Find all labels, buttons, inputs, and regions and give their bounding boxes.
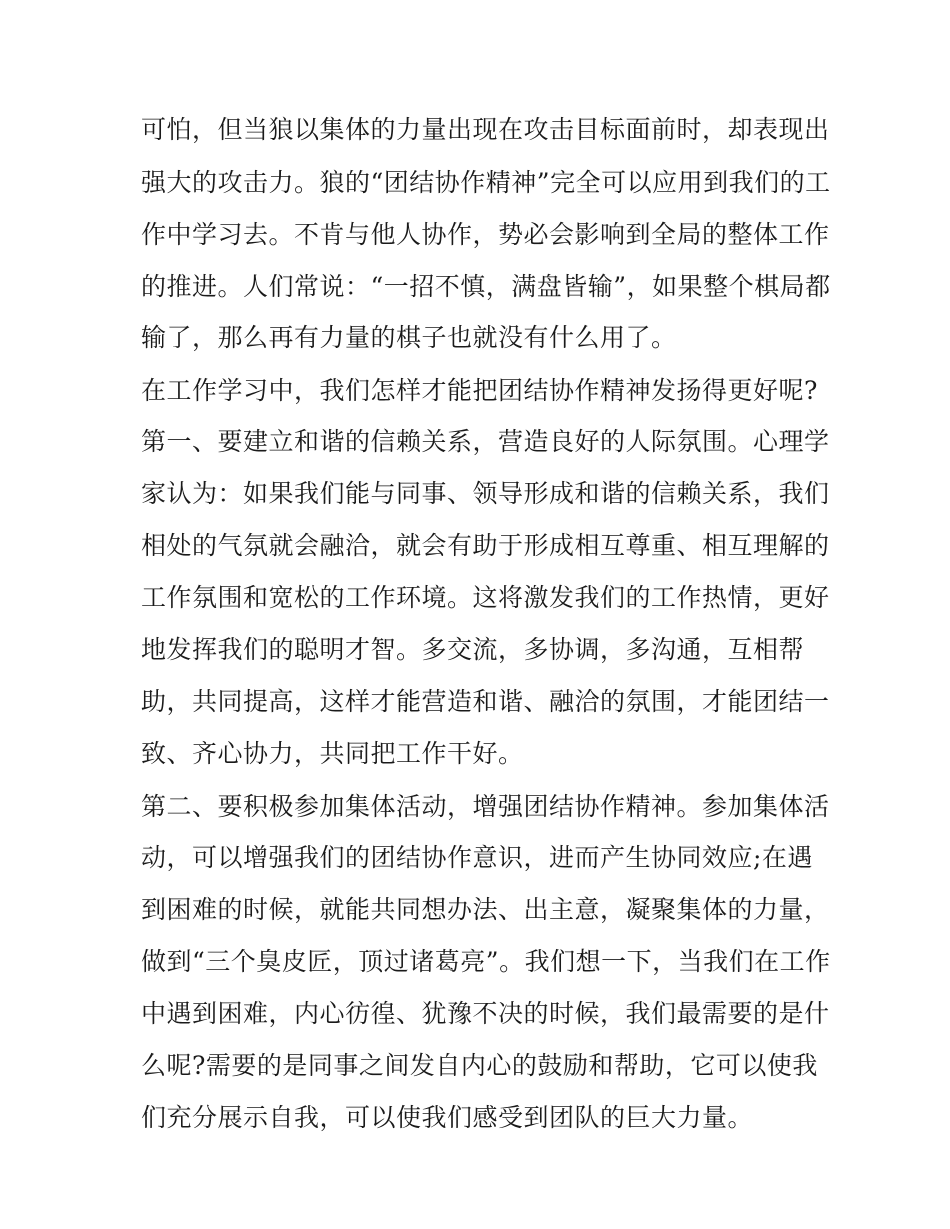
text-line: 的推进。人们常说：“一招不慎，满盘皆输”，如果整个棋局都 [141,272,831,301]
text-line: 第二、要积极参加集体活动，增强团结协作精神。参加集体活 [141,792,830,821]
text-line: 助，共同提高，这样才能营造和谐、融洽的氛围，才能团结一 [141,687,830,716]
text-line: 在工作学习中，我们怎样才能把团结协作精神发扬得更好呢? [141,376,818,405]
text-line: 地发挥我们的聪明才智。多交流，多协调，多沟通，互相帮 [141,635,805,664]
text-line: 输了，那么再有力量的棋子也就没有什么用了。 [141,323,677,352]
text-line: 们充分展示自我，可以使我们感受到团队的巨大力量。 [141,1103,754,1132]
text-line: 家认为：如果我们能与同事、领导形成和谐的信赖关系，我们 [141,479,830,508]
text-line: 可怕，但当狼以集体的力量出现在攻击目标面前时，却表现出 [141,115,830,144]
text-line: 作中学习去。不肯与他人协作，势必会影响到全局的整体工作 [141,220,830,249]
text-line: 到困难的时候，就能共同想办法、出主意，凝聚集体的力量， [141,895,830,924]
text-line: 中遇到困难，内心彷徨、犹豫不决的时候，我们最需要的是什 [141,999,830,1028]
text-line: 致、齐心协力，共同把工作干好。 [141,739,524,768]
text-line: 动，可以增强我们的团结协作意识，进而产生协同效应;在遇 [141,843,813,872]
text-line: 第一、要建立和谐的信赖关系，营造良好的人际氛围。心理学 [141,427,830,456]
text-line: 么呢?需要的是同事之间发自内心的鼓励和帮助，它可以使我 [141,1051,818,1080]
text-line: 强大的攻击力。狼的“团结协作精神”完全可以应用到我们的工 [141,168,831,197]
text-line: 相处的气氛就会融洽，就会有助于形成相互尊重、相互理解的 [141,531,830,560]
text-line: 工作氛围和宽松的工作环境。这将激发我们的工作热情，更好 [141,583,830,612]
text-line: 做到“三个臭皮匠，顶过诸葛亮”。我们想一下，当我们在工作 [141,947,831,976]
